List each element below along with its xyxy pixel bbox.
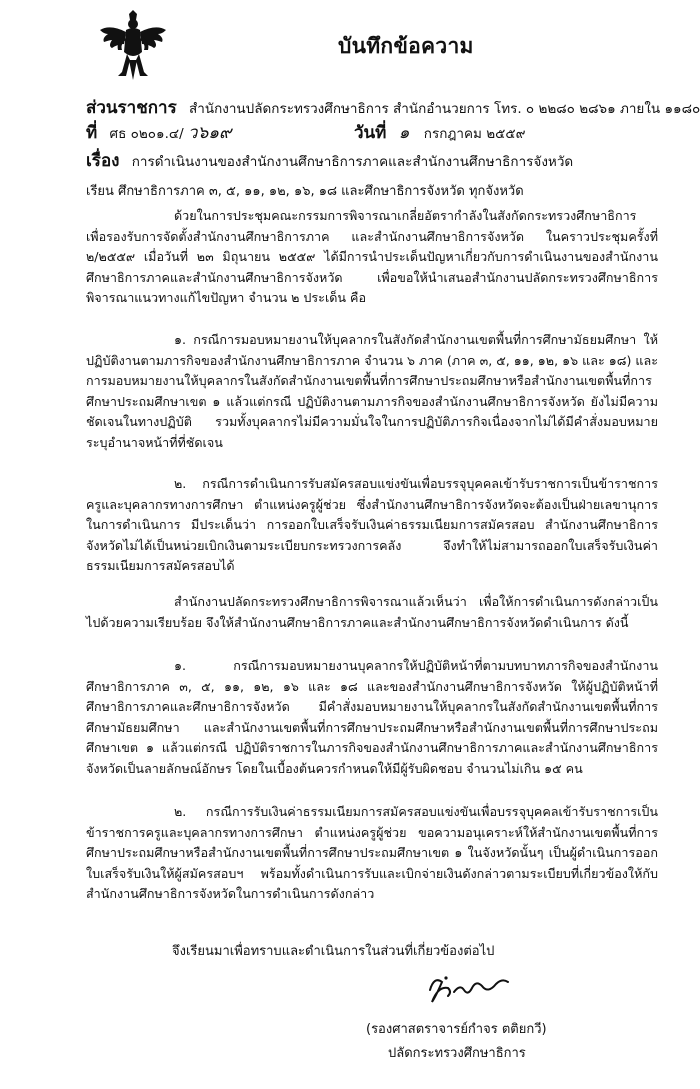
handwritten-signature bbox=[418, 968, 518, 1008]
paragraph-action-2: ๒. กรณีการรับเงินค่าธรรมเนียมการสมัครสอบแข่งขันเพื่อบรรจุบุคคลเข้ารับราชการเป็นข้าราชการครูและบุคลากรทางการศึกษา ตำแหน่งครูผู้ช่วย ขอความอนุเคราะห์ให้สำนักงานเขตพื้นที่การศึกษาประถมศึกษาหรือสำนักงานเขตพื้นที่การศึกษาประถมศึกษาเขต ๑ ในจังหวัดนั้นๆ เป็นผู้ดำเนินการออกใบเสร็จรับเงินให้ผู้สมัครสอบฯ พร้อมทั้งดำเนินการรับและเบิกจ่ายเงินดังกล่าวตามระเบียบที่เกี่ยวข้องให้กับสำนักงานศึกษาธิการจังหวัดในการดำเนินการดังกล่าว bbox=[86, 804, 658, 902]
reference-row bbox=[86, 119, 232, 146]
reference-handwritten-number: ว๖๑๙ bbox=[187, 123, 232, 143]
garuda-emblem-icon bbox=[96, 10, 170, 82]
date-value: กรกฎาคม ๒๕๕๙ bbox=[423, 126, 526, 142]
date-row bbox=[354, 119, 525, 146]
signatory-name: (รองศาสตราจารย์กำจร ตติยกวี) bbox=[366, 1022, 547, 1037]
paragraph-decision: สำนักงานปลัดกระทรวงศึกษาธิการพิจารณาแล้วเห็นว่า เพื่อให้การดำเนินการดังกล่าวเป็นไปด้วยความเรียบร้อย จึงให้สำนักงานศึกษาธิการภาคและสำนักงานศึกษาธิการจังหวัดดำเนินการ ดังนี้ bbox=[86, 594, 658, 630]
date-handwritten-day: ๑ bbox=[398, 123, 410, 143]
subject-value: การดำเนินงานของสำนักงานศึกษาธิการภาคและสำนักงานศึกษาธิการจังหวัด bbox=[131, 154, 574, 170]
department-label: ส่วนราชการ bbox=[86, 98, 177, 118]
paragraph-intro: ด้วยในการประชุมคณะกรรมการพิจารณาเกลี่ยอัตรากำลังในสังกัดกระทรวงศึกษาธิการ เพื่อรองรับการจัดตั้งสำนักงานศึกษาธิการภาค และสำนักงานศึกษาธิการจังหวัด ในคราวประชุมครั้งที่ ๒/๒๕๕๙ เมื่อวันที่ ๒๓ มิถุนายน ๒๕๕๙ ได้มีการนำประเด็นปัญหาเกี่ยวกับการดำเนินงานของสำนักงานศึกษาธิการภาคและสำนักงานศึกษาธิการจังหวัด เพื่อขอให้นำเสนอสำนักงานปลัดกระทรวงศึกษาธิการพิจารณาแนวทางแก้ไขปัญหา จำนวน ๒ ประเด็น คือ bbox=[86, 208, 658, 306]
memo-title: บันทึกข้อความ bbox=[338, 34, 474, 58]
salutation: เรียน ศึกษาธิการภาค ๓, ๕, ๑๑, ๑๒, ๑๖, ๑๘ และศึกษาธิการจังหวัด ทุกจังหวัด bbox=[86, 184, 524, 199]
paragraph-issue-2: ๒. กรณีการดำเนินการรับสมัครสอบแข่งขันเพื่อบรรจุบุคคลเข้ารับราชการเป็นข้าราชการครูและบุคลากรทางการศึกษา ตำแหน่งครูผู้ช่วย ซึ่งสำนักงานศึกษาธิการจังหวัดจะต้องเป็นฝ่ายเลขานุการในการดำเนินการ มีประเด็นว่า การออกใบเสร็จรับเงินค่าธรรมเนียมการสมัครสอบ สำนักงานศึกษาธิการจังหวัดไม่ได้เป็นหน่วยเบิกเงินตามระเบียบกระทรวงการคลัง จึงทำให้ไม่สามารถออกใบเสร็จรับเงินค่าธรรมเนียมการสมัครสอบได้ bbox=[86, 476, 658, 574]
paragraph-issue-1: ๑. กรณีการมอบหมายงานให้บุคลากรในสังกัดสำนักงานเขตพื้นที่การศึกษามัธยมศึกษา ให้ปฏิบัติงานตามภารกิจของสำนักงานศึกษาธิการภาค จำนวน ๖ ภาค (ภาค ๓, ๕, ๑๑, ๑๒, ๑๖ และ ๑๘) และการมอบหมายงานให้บุคลากรในสังกัดสำนักงานเขตพื้นที่การศึกษาประถมศึกษาหรือสำนักงานเขตพื้นที่การศึกษาประถมศึกษาเขต ๑ แล้วแต่กรณี ปฏิบัติงานตามภารกิจของสำนักงานศึกษาธิการจังหวัด ยังไม่มีความชัดเจนในทางปฏิบัติ รวมทั้งบุคลากรไม่มีความมั่นใจในการปฏิบัติภารกิจเนื่องจากไม่ได้มีคำสั่งมอบหมายระบุอำนาจหน้าที่ที่ชัดเจน bbox=[86, 332, 658, 450]
closing-sentence: จึงเรียนมาเพื่อทราบและดำเนินการในส่วนที่เกี่ยวข้องต่อไป bbox=[172, 944, 495, 959]
subject-label: เรื่อง bbox=[86, 151, 120, 171]
paragraph-action-1: ๑. กรณีการมอบหมายงานบุคลากรให้ปฏิบัติหน้าที่ตามบทบาทภารกิจของสำนักงานศึกษาธิการภาค ๓, ๕, ๑๑, ๑๒, ๑๖ และ ๑๘ และของสำนักงานศึกษาธิการจังหวัด ให้ผู้ปฏิบัติหน้าที่ศึกษาธิการภาคและศึกษาธิการจังหวัด มีคำสั่งมอบหมายงานให้บุคลากรในสังกัดสำนักงานเขตพื้นที่การศึกษามัธยมศึกษา และสำนักงานเขตพื้นที่การศึกษาประถมศึกษาหรือสำนักงานเขตพื้นที่การศึกษาประถมศึกษาเขต ๑ แล้วแต่กรณี ปฏิบัติราชการในภารกิจของสำนักงานศึกษาธิการภาคและสำนักงานศึกษาธิการจังหวัดเป็นลายลักษณ์อักษร โดยในเบื้องต้นควรกำหนดให้มีผู้รับผิดชอบ จำนวนไม่เกิน ๑๕ คน bbox=[86, 658, 658, 776]
date-label: วันที่ bbox=[354, 123, 387, 143]
reference-value: ศธ ๐๒๐๑.๔/ bbox=[109, 126, 184, 142]
subject-row bbox=[86, 147, 573, 174]
department-row bbox=[86, 94, 700, 121]
signatory-position: ปลัดกระทรวงศึกษาธิการ bbox=[388, 1046, 526, 1061]
reference-label: ที่ bbox=[86, 123, 98, 143]
department-value: สำนักงานปลัดกระทรวงศึกษาธิการ สำนักอำนวยการ โทร. ๐ ๒๒๘๐ ๒๘๖๑ ภายใน ๑๑๘๐ bbox=[189, 101, 700, 117]
